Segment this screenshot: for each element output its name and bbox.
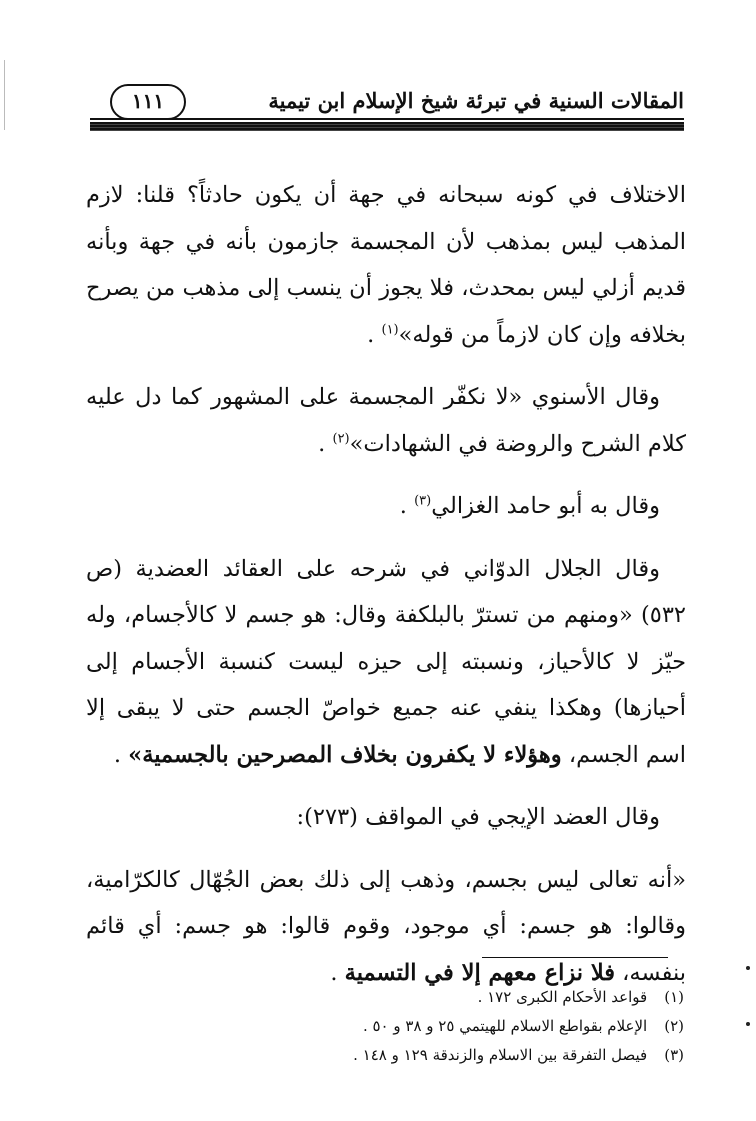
footnote-text: الإعلام بقواطع الاسلام للهيتمي ٢٥ و ٣٨ و ٥٠ . [362, 1017, 648, 1035]
footnote-text: فيصل التفرقة بين الاسلام والزندقة ١٢٩ و ١٤٨ . [353, 1046, 648, 1064]
page-header [90, 84, 684, 134]
text-line: وقال الأسنوي «لا نكفّر المجسمة على المشهور كما دل عليه كلام [86, 384, 686, 457]
scan-speck [746, 966, 750, 970]
paragraph-5 [86, 794, 686, 841]
header-rule-thick [90, 122, 684, 131]
text-line: وقالوا: هو جسم: أي موجود، وقوم قالوا: هو جسم: أي قائم [86, 913, 686, 939]
text-line: الشرح والروضة في الشهادات» [349, 430, 641, 457]
emphasis-text: فلا نزاع معهم إلا في التسمية [344, 959, 616, 986]
text-line: الاختلاف في كونه سبحانه في جهة أن يكون حادثاً؟ قلنا: لازم [86, 182, 686, 208]
text-line: أزلي ليس بمحدث، فلا يجوز أن ينسب إلى مذهب من يصرح بخلافه [86, 275, 686, 348]
header-rule-thin [90, 118, 684, 120]
paragraph-2: وقال الأسنوي «لا نكفّر المجسمة على المشهور كما دل عليه كلام الشرح والروضة في الشهادات»$^{(٢)}$ . [86, 384, 686, 457]
footnote-ref-3: (٣) [414, 493, 432, 509]
paragraph-gap [86, 358, 686, 374]
paragraph-6: «أنه تعالى ليس بجسم، وذهب إلى ذلك بعض الجُهّال كالكرّامية، وقالوا: هو جسم: أي موجود، وقوم قالوا: هو جسم: أي قائم بنفسه، فلا نزاع معهم إلا في التسمية . [86, 866, 686, 986]
text-line: «ومنهم من تسترّ بالبلكفة وقال: هو جسم لا كالأجسام، وله حيّز [86, 602, 687, 675]
footnote-1 [240, 983, 684, 1012]
footnote-number: (٣) [664, 1046, 684, 1064]
running-title: المقالات السنية في تبرئة شيخ الإسلام ابن تيمية [268, 88, 684, 113]
text-line: وقال العضد الإيجي في المواقف (٢٧٣): [296, 804, 660, 830]
scan-speck [746, 1022, 750, 1026]
paragraph-3: وقال به أبو حامد الغزالي$^{(٣)}$ . [399, 493, 660, 519]
footnote-3 [240, 1041, 684, 1070]
body-text [86, 172, 686, 996]
footnotes [240, 983, 684, 1070]
footnote-number: (١) [664, 988, 684, 1006]
text-line: وقال به أبو حامد الغزالي [431, 493, 660, 519]
footnote-2 [240, 1012, 684, 1041]
footnote-number: (٢) [664, 1017, 684, 1035]
text-line: بنفسه، [615, 959, 686, 986]
paragraph-4: وقال الجلال الدوّاني في شرحه على العقائد العضدية (ص ٥٣٢) «ومنهم من تسترّ بالبلكفة وقال: هو جسم لا كالأجسام، وله حيّز لا كالأحياز، ونسبته إلى حيزه ليست كنسبة الأجسام إلى أحيازها) وهكذا ينفي عنه جميع خواصّ الجسم حتى لا يبقى إلا اسم الجسم، وهؤلاء لا يكفرون بخلاف المصرحين بالجسمية» . [86, 555, 687, 768]
footnote-ref-2: (٢) [332, 431, 350, 446]
text-line: المذهب ليس بمذهب لأن المجسمة جازمون بأنه في جهة وبأنه قديم [86, 228, 686, 301]
text-line: «أنه تعالى ليس بجسم، وذهب إلى ذلك بعض الجُهّال كالكرّامية، [86, 866, 686, 893]
text-line: وقال الجلال الدوّاني في شرحه على العقائد العضدية (ص ٥٣٢) [86, 555, 686, 628]
paragraph-gap [86, 467, 686, 483]
emphasis-text: وهؤلاء لا يكفرون بخلاف المصرحين بالجسمية» [128, 741, 562, 768]
footnote-text: قواعد الأحكام الكبرى ١٧٢ . [477, 988, 648, 1006]
footnote-ref-1: (١) [381, 322, 399, 337]
paragraph-gap [86, 778, 686, 794]
paragraph-1: الاختلاف في كونه سبحانه في جهة أن يكون حادثاً؟ قلنا: لازم المذهب ليس بمذهب لأن المجسمة جازمون بأنه في جهة وبأنه قديم أزلي ليس بمحدث، فلا يجوز أن ينسب إلى مذهب من يصرح بخلافه وإن كان لازماً من قوله»$^{(١)}$ . [86, 182, 686, 348]
footnote-separator [482, 957, 668, 958]
text-line: وإن كان لازماً من قوله» [398, 321, 622, 348]
text-line: وهكذا ينفي عنه جميع خواصّ الجسم حتى لا يبقى إلا اسم الجسم، [86, 695, 686, 768]
scan-edge-mark [4, 60, 5, 130]
page-number: ١١١ [110, 84, 186, 120]
text-line: لا كالأحياز، ونسبته إلى حيزه ليست كنسبة الأجسام إلى أحيازها) [86, 648, 687, 721]
paragraph-gap [86, 841, 686, 857]
paragraph-gap [86, 530, 686, 546]
